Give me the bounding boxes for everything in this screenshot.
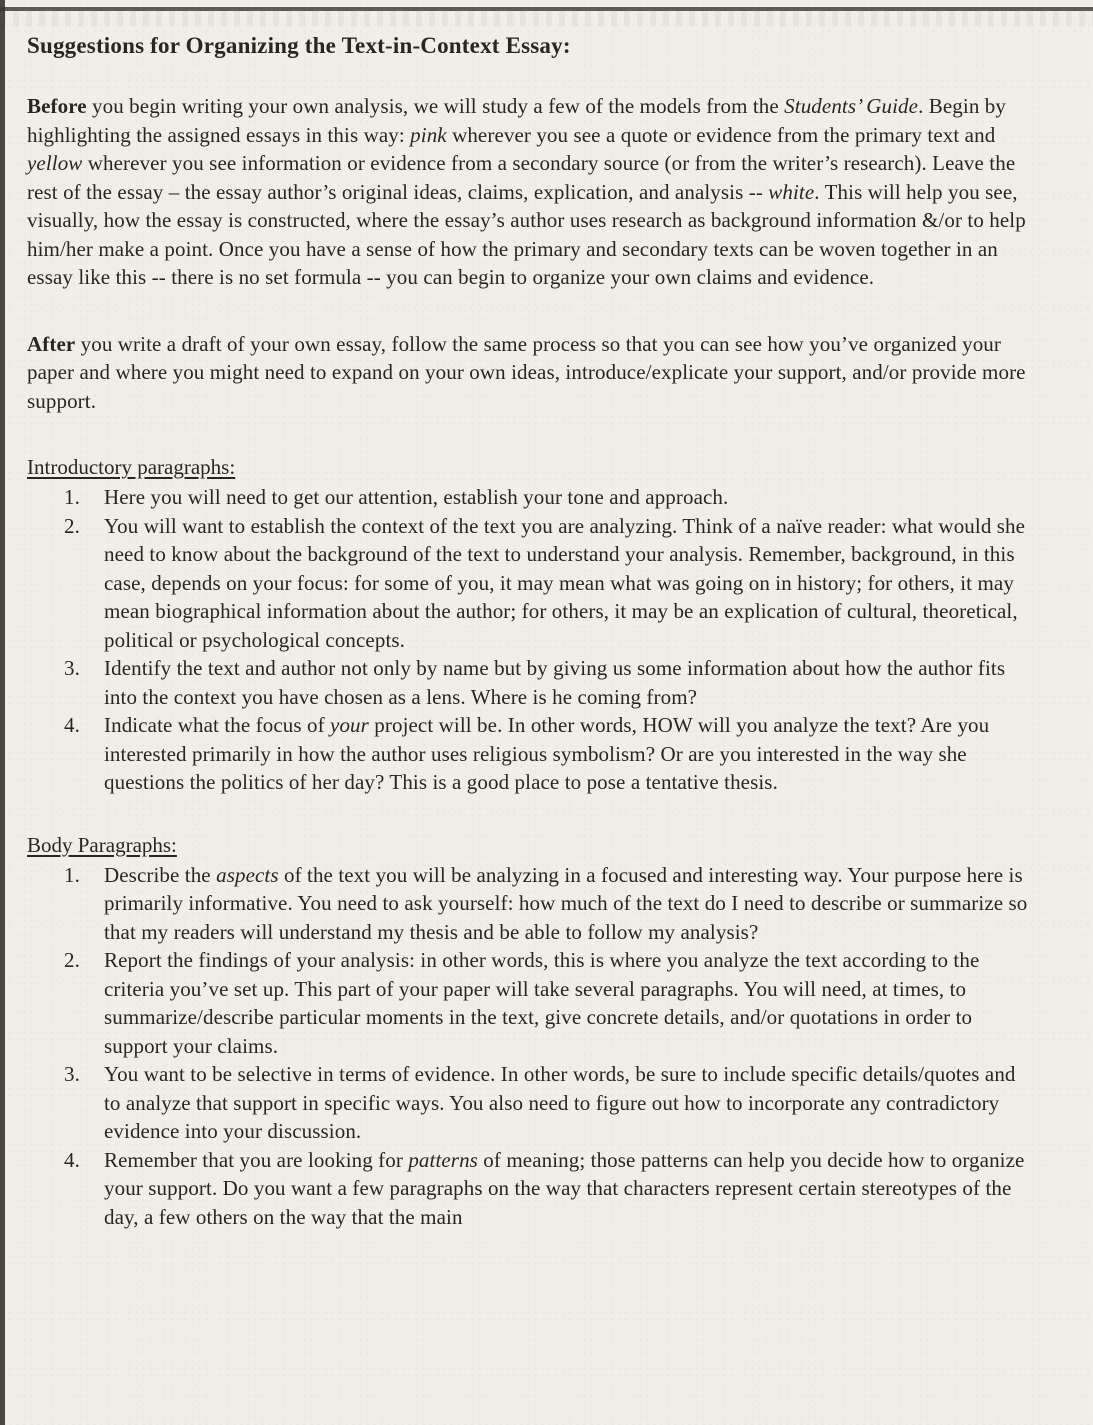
sections (27, 453, 1037, 1231)
list-item-number: 3. (64, 656, 80, 680)
text-run-italic: Students’ Guide (784, 94, 919, 118)
numbered-list (27, 861, 1037, 1232)
list-item (27, 1060, 1037, 1146)
text-run: Remember that you are looking for (104, 1147, 409, 1172)
document-title: Suggestions for Organizing the Text-in-Context Essay: (27, 33, 571, 58)
list-item-text (104, 946, 1037, 1060)
scan-artifact-top-band (0, 11, 1093, 27)
text-run: You will want to establish the context of the text you are analyzing. Think of a naïve reader: what would she need to know about the background of the text to understand your analysis. Remember, background, in this case, depends on your focus: for some of you, it may mean what was going on in history; for others, it may mean biographical information about the author; for others, it may be an explication of cultural, theoretical, political or psychological concepts. (104, 513, 1026, 652)
text-run: wherever you see a quote or evidence from the primary text and (446, 122, 996, 147)
list-item-number: 1. (64, 862, 80, 887)
text-run: of meaning; those patterns can help you decide how to organize your support. Do you want a few paragraphs on the way that characters represent certain stereotypes of the day, a few others on the way that the main (104, 1147, 1025, 1229)
list-item-text (104, 861, 1037, 947)
list-item-number: 4. (64, 713, 80, 737)
text-run: Here you will need to get our attention, establish your tone and approach. (104, 485, 729, 509)
text-run-italic: yellow (27, 151, 83, 175)
list-item-text (104, 654, 1037, 711)
text-run: You want to be selective in terms of evidence. In other words, be sure to include specific details/quotes and to analyze that support in specific ways. You also need to figure out how to incorporate any contradictory evidence into your discussion. (104, 1062, 1016, 1143)
text-run: Indicate what the focus of (104, 713, 331, 737)
list-item-number: 4. (64, 1147, 80, 1172)
text-run: Report the findings of your analysis: in other words, this is where you analyze the text according to the criteria you’ve set up. This part of your paper will take several paragraphs. You will need, at times, to summarize/describe particular moments in the text, give concrete details, and/or quotations in order to support your claims. (104, 948, 980, 1058)
list-item-text (104, 711, 1037, 797)
list-item (27, 946, 1037, 1060)
scan-artifact-left-line (0, 0, 5, 1425)
section-heading: Body Paragraphs: (27, 832, 177, 857)
text-run: . This will help you see, visually, how the essay is constructed, where the essay’s author uses research as background information &/or to help him/her make a point. Once you have a sense of how the primary and secondary texts can be woven together in an essay like this -- there is no set formula -- you can begin to organize your own claims and evidence. (27, 179, 1026, 289)
list-item-number: 3. (64, 1062, 80, 1086)
text-run-italic: aspects (216, 862, 279, 887)
list-item-text (104, 512, 1037, 655)
list-item (27, 1146, 1037, 1232)
text-run-italic: pink (410, 122, 447, 147)
list-item (27, 861, 1037, 947)
list-item-number: 2. (64, 513, 80, 538)
text-run: project will be. In other words, HOW will you analyze the text? Are you interested primarily in how the author uses religious symbolism? Or are you interested in the way she questions the politics of her day? This is a good place to pose a tentative thesis. (104, 713, 990, 794)
list-item (27, 483, 1037, 512)
text-run: you begin writing your own analysis, we will study a few of the models from the (86, 94, 785, 118)
text-run-italic: your (330, 713, 369, 737)
text-run-italic: patterns (408, 1147, 478, 1172)
list-item (27, 654, 1037, 711)
list-item-number: 1. (64, 485, 80, 509)
text-run-italic: white (768, 179, 815, 204)
list-item-number: 2. (64, 948, 80, 972)
text-run: Describe the (104, 862, 217, 887)
list-item (27, 512, 1037, 655)
text-run-bold: Before (27, 94, 87, 118)
paragraph (27, 92, 1037, 292)
text-run-bold: After (27, 331, 76, 356)
text-run: you write a draft of your own essay, follow the same process so that you can see how you’ve organized your paper and where you might need to expand on your own ideas, introduce/explicate your support, and/or provide more support. (27, 331, 1026, 413)
list-item-text (104, 1060, 1037, 1146)
paragraph (27, 330, 1037, 416)
list-item (27, 711, 1037, 797)
text-run: . Begin by highlighting the assigned essays in this way: (27, 94, 1006, 147)
text-run: Identify the text and author not only by name but by giving us some information about how the author fits into the context you have chosen as a lens. Where is he coming from? (104, 656, 1006, 709)
numbered-list (27, 483, 1037, 797)
list-item-text (104, 483, 1037, 512)
list-item-text (104, 1146, 1037, 1232)
intro-paragraphs (27, 92, 1037, 415)
text-run: of the text you will be analyzing in a focused and interesting way. Your purpose here is primarily informative. You need to ask yourself: how much of the text do I need to describe or summarize so that my readers will understand my thesis and be able to follow my analysis? (104, 862, 1028, 944)
text-run: wherever you see information or evidence from a secondary source (or from the writer’s research). Leave the rest of the essay – the essay author’s original ideas, claims, explication, and analysis -- (27, 151, 1016, 204)
section-heading: Introductory paragraphs: (27, 455, 236, 479)
